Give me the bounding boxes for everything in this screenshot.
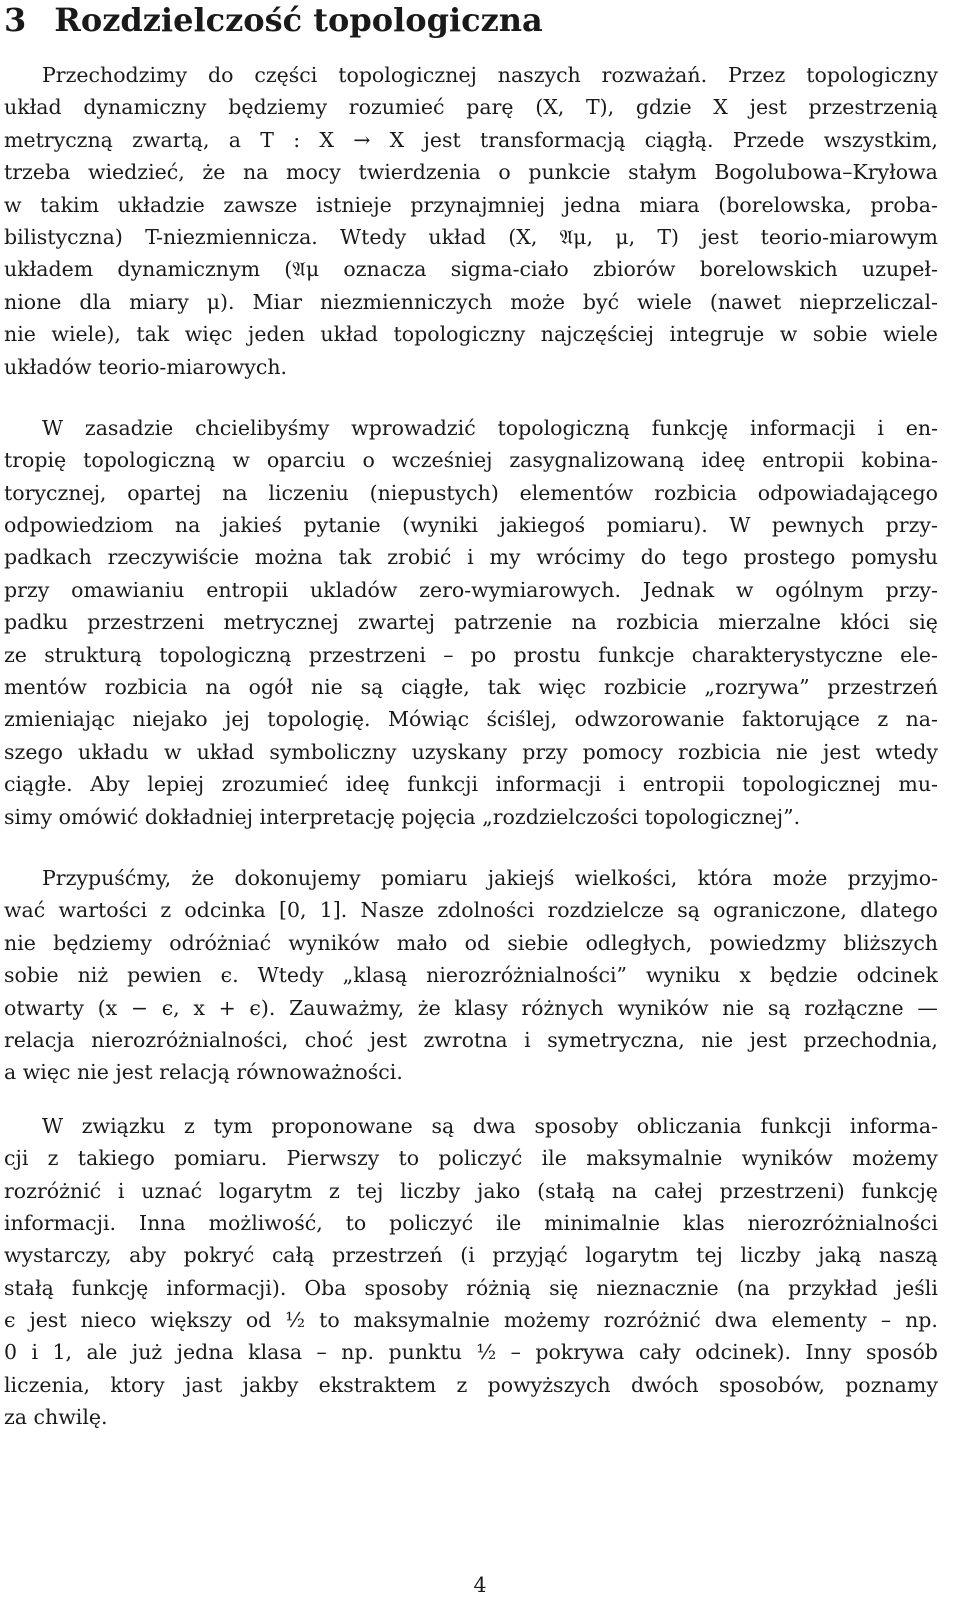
text-line: nie wiele), tak więc jeden układ topologiczny najczęściej integruje w sobie wiele — [4, 322, 938, 347]
text-line: bilistyczna) T-niezmiennicza. Wtedy układ (X, 𝔄μ, μ, T) jest teorio-miarowym — [4, 224, 938, 249]
text-line: nie będziemy odróżniać wyników mało od siebie odległych, powiedzmy bliższych — [4, 930, 938, 955]
text-line: układów teorio-miarowych. — [4, 354, 288, 379]
page-number: 4 — [473, 1573, 487, 1597]
text-line: wystarczy, aby pokryć całą przestrzeń (i przyjąć logarytm tej liczby jaką naszą — [4, 1243, 938, 1268]
text-line: mentów rozbicia na ogół nie są ciągłe, tak więc rozbicie „rozrywa” przestrzeń — [4, 675, 938, 700]
body-text — [4, 59, 938, 1434]
text-line: 0 i 1, ale już jedna klasa – np. punktu ½ – pokrywa cały odcinek). Inny sposób — [4, 1340, 938, 1365]
section-heading — [4, 0, 543, 40]
text-line: wać wartości z odcinka [0, 1]. Nasze zdolności rozdzielcze są ograniczone, dlatego — [4, 898, 938, 923]
text-line: ϵ jest nieco większy od ½ to maksymalnie możemy rozróżnić dwa elementy – np. — [4, 1308, 938, 1333]
text-line: przy omawianiu entropii ukladów zero-wymiarowych. Jednak w ogólnym przy- — [4, 577, 938, 602]
text-line: informacji. Inna możliwość, to policzyć ile minimalnie klas nierozróżnialności — [4, 1210, 938, 1235]
section-number: 3 — [4, 1, 27, 39]
text-line: rozróżnić i uznać logarytm z tej liczby jako (stałą na całej przestrzeni) funkcję — [4, 1178, 938, 1203]
text-line: cji z takiego pomiaru. Pierwszy to policzyć ile maksymalnie wyników możemy — [4, 1146, 938, 1171]
text-line: Przypuśćmy, że dokonujemy pomiaru jakiejś wielkości, która może przyjmo- — [42, 865, 938, 890]
text-line: stałą funkcję informacji). Oba sposoby różnią się nieznacznie (na przykład jeśli — [4, 1275, 938, 1300]
text-line: Przechodzimy do części topologicznej naszych rozważań. Przez topologiczny — [42, 63, 938, 87]
text-line: ze strukturą topologiczną przestrzeni – po prostu funkcje charakterystyczne ele- — [4, 642, 938, 667]
text-line: torycznej, opartej na liczeniu (niepustych) elementów rozbicia odpowiadającego — [4, 480, 938, 505]
text-line: sobie niż pewien ϵ. Wtedy „klasą nierozróżnialności” wyniku x będzie odcinek — [4, 963, 938, 988]
text-line: trzeba wiedzieć, że na mocy twierdzenia o punkcie stałym Bogolubowa–Kryłowa — [4, 160, 938, 185]
text-line: liczenia, ktory jast jakby ekstraktem z powyższych dwóch sposobów, poznamy — [4, 1372, 938, 1397]
text-line: układem dynamicznym (𝔄μ oznacza sigma-ciało zbiorów borelowskich uzupeł- — [4, 257, 938, 282]
text-line: ciągłe. Aby lepiej zrozumieć ideę funkcji informacji i entropii topologicznej mu- — [4, 772, 938, 797]
text-line: padkach rzeczywiście można tak zrobić i my wrócimy do tego prostego pomysłu — [4, 545, 938, 570]
section-title: Rozdzielczość topologiczna — [54, 1, 543, 39]
text-line: szego układu w układ symboliczny uzyskany przy pomocy rozbicia nie jest wtedy — [4, 739, 938, 764]
text-line: relacja nierozróżnialności, choć jest zwrotna i symetryczna, nie jest przechodnia, — [4, 1027, 938, 1052]
text-line: W związku z tym proponowane są dwa sposoby obliczania funkcji informa- — [42, 1113, 938, 1138]
text-line: otwarty (x − ϵ, x + ϵ). Zauważmy, że klasy różnych wyników nie są rozłączne — — [4, 995, 938, 1020]
text-line: simy omówić dokładniej interpretację pojęcia „rozdzielczości topologicznej”. — [4, 804, 801, 829]
text-line: tropię topologiczną w oparciu o wcześniej zasygnalizowaną ideę entropii kobina- — [4, 448, 938, 473]
text-line: w takim układzie zawsze istnieje przynajmniej jedna miara (borelowska, proba- — [4, 192, 938, 217]
text-line: odpowiedziom na jakieś pytanie (wyniki jakiegoś pomiaru). W pewnych przy- — [4, 513, 938, 538]
text-line: zmieniając niejako jej topologię. Mówiąc ściślej, odwzorowanie faktorujące z na- — [4, 707, 938, 732]
text-line: padku przestrzeni metrycznej zwartej patrzenie na rozbicia mierzalne kłóci się — [4, 610, 938, 635]
text-line: za chwilę. — [4, 1405, 108, 1430]
text-line: nione dla miary μ). Miar niezmienniczych może być wiele (nawet nieprzeliczal- — [4, 289, 938, 314]
text-line: W zasadzie chcielibyśmy wprowadzić topologiczną funkcję informacji i en- — [42, 415, 938, 440]
text-line: metryczną zwartą, a T : X → X jest transformacją ciągłą. Przede wszystkim, — [4, 127, 938, 152]
text-line: układ dynamiczny będziemy rozumieć parę (X, T), gdzie X jest przestrzenią — [4, 95, 938, 120]
text-line: a więc nie jest relacją równoważności. — [4, 1060, 403, 1085]
